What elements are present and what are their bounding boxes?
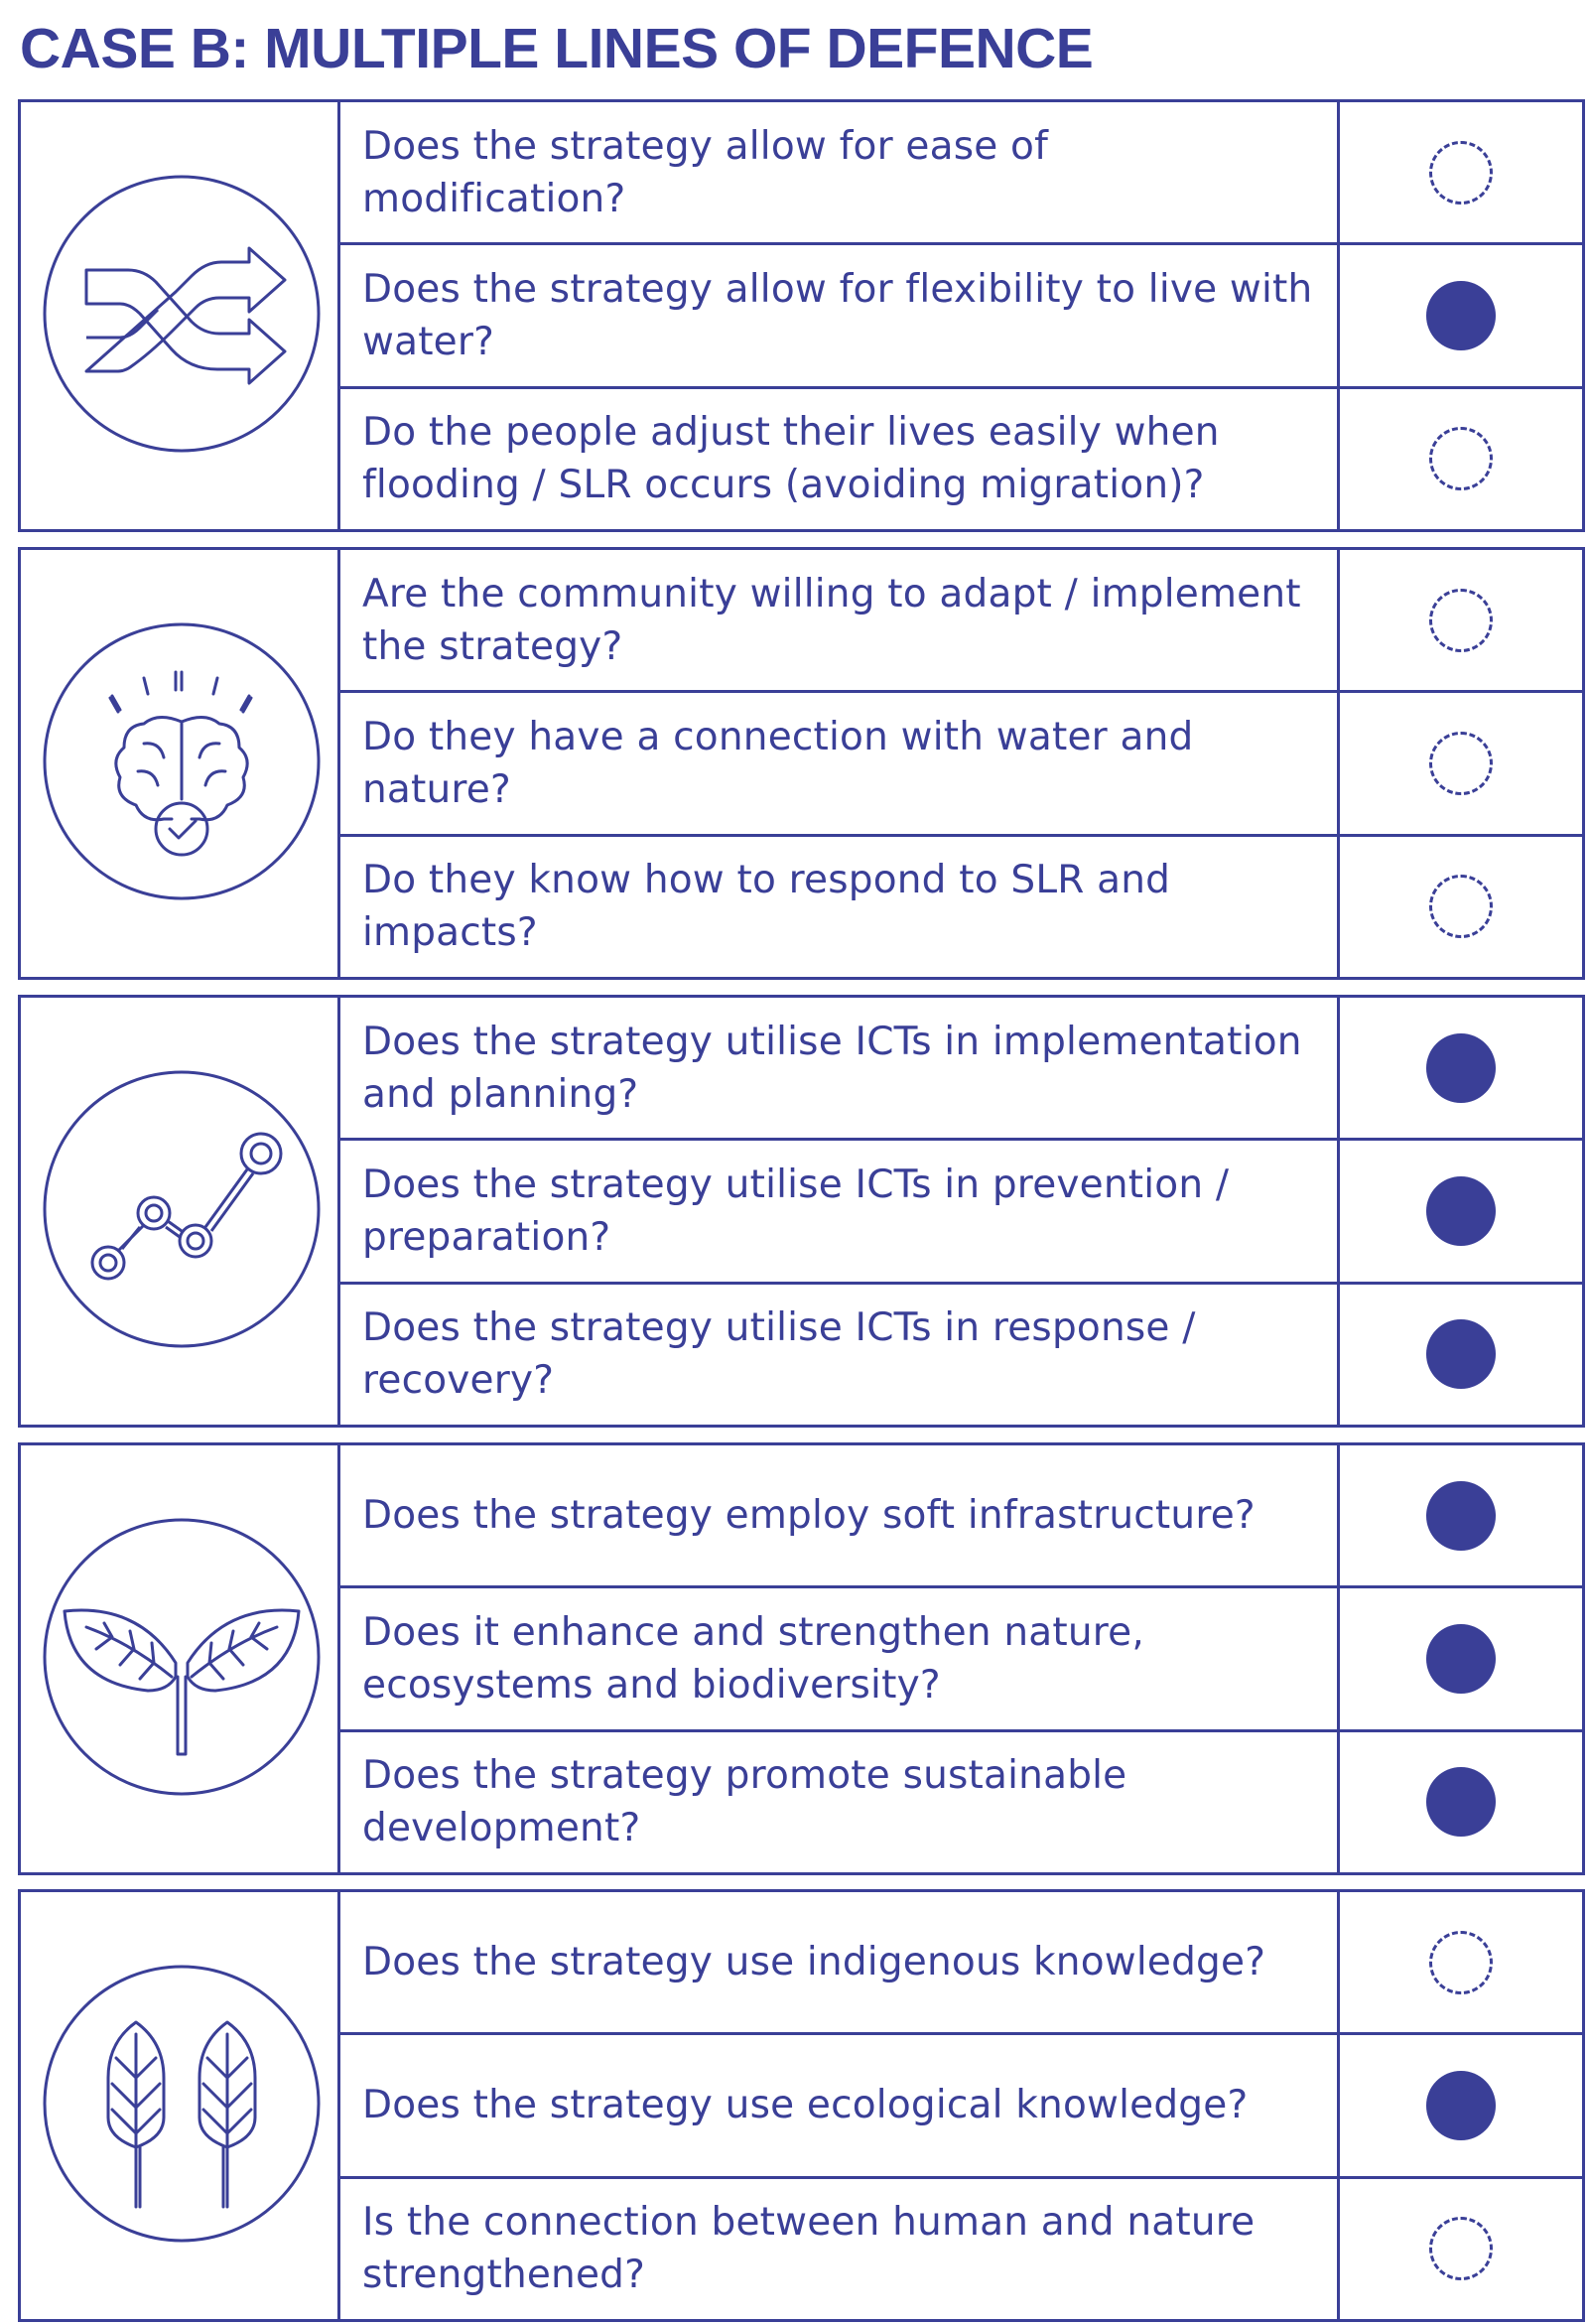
criteria-question: Do they have a connection with water and nature? (340, 693, 1340, 833)
criteria-row (340, 245, 1582, 388)
criteria-row (340, 693, 1582, 836)
status-indicator-empty (1340, 389, 1582, 529)
criteria-group-nature (18, 1442, 1585, 1875)
group-icon-cell (21, 550, 340, 977)
empty-circle-icon (1429, 2217, 1493, 2280)
criteria-row (340, 1285, 1582, 1425)
page-title: CASE B: MULTIPLE LINES OF DEFENCE (20, 17, 1094, 80)
status-indicator-filled (1340, 998, 1582, 1138)
empty-circle-icon (1429, 589, 1493, 652)
criteria-question: Is the connection between human and nature strengthened? (340, 2179, 1340, 2319)
status-indicator-empty (1340, 2179, 1582, 2319)
criteria-row (340, 550, 1582, 693)
criteria-row (340, 1141, 1582, 1284)
filled-circle-icon (1426, 2071, 1496, 2140)
criteria-row (340, 1445, 1582, 1588)
criteria-question: Do the people adjust their lives easily when flooding / SLR occurs (avoiding migration)? (340, 389, 1340, 529)
shuffle-arrows-icon (21, 173, 323, 459)
criteria-question: Does the strategy utilise ICTs in implementation and planning? (340, 998, 1340, 1138)
criteria-question: Does the strategy allow for ease of modification? (340, 102, 1340, 242)
criteria-row (340, 837, 1582, 977)
status-indicator-filled (1340, 1588, 1582, 1728)
criteria-question: Does the strategy utilise ICTs in response / recovery? (340, 1285, 1340, 1425)
status-indicator-empty (1340, 837, 1582, 977)
criteria-row (340, 1588, 1582, 1731)
status-indicator-empty (1340, 1892, 1582, 2032)
criteria-row (340, 389, 1582, 529)
status-indicator-empty (1340, 102, 1582, 242)
criteria-question: Does the strategy promote sustainable development? (340, 1732, 1340, 1872)
group-icon-cell (21, 998, 340, 1425)
status-indicator-filled (1340, 1732, 1582, 1872)
status-indicator-filled (1340, 245, 1582, 385)
group-icon-cell (21, 1892, 340, 2319)
empty-circle-icon (1429, 732, 1493, 795)
filled-circle-icon (1426, 1176, 1496, 1246)
brain-check-icon (21, 620, 323, 906)
criteria-row (340, 1892, 1582, 2035)
status-indicator-filled (1340, 2035, 1582, 2175)
criteria-question: Are the community willing to adapt / implement the strategy? (340, 550, 1340, 690)
filled-circle-icon (1426, 1319, 1496, 1389)
group-icon-cell (21, 1445, 340, 1872)
empty-circle-icon (1429, 1931, 1493, 1994)
wheat-ears-icon (21, 1963, 323, 2249)
criteria-group-knowledge (18, 1889, 1585, 2322)
filled-circle-icon (1426, 1624, 1496, 1694)
status-indicator-filled (1340, 1285, 1582, 1425)
criteria-row (340, 2179, 1582, 2319)
status-indicator-filled (1340, 1141, 1582, 1281)
criteria-question: Do they know how to respond to SLR and impacts? (340, 837, 1340, 977)
criteria-question: Does it enhance and strengthen nature, ecosystems and biodiversity? (340, 1588, 1340, 1728)
empty-circle-icon (1429, 141, 1493, 205)
sprout-leaves-icon (21, 1516, 323, 1802)
criteria-row (340, 998, 1582, 1141)
criteria-group-flexibility (18, 99, 1585, 532)
criteria-group-community (18, 547, 1585, 980)
criteria-question: Does the strategy use indigenous knowledge? (340, 1892, 1340, 2032)
filled-circle-icon (1426, 1481, 1496, 1551)
filled-circle-icon (1426, 1767, 1496, 1837)
status-indicator-filled (1340, 1445, 1582, 1585)
connected-nodes-icon (21, 1068, 323, 1354)
criteria-question: Does the strategy use ecological knowledge? (340, 2035, 1340, 2175)
criteria-question: Does the strategy allow for flexibility to live with water? (340, 245, 1340, 385)
status-indicator-empty (1340, 550, 1582, 690)
criteria-row (340, 1732, 1582, 1872)
criteria-row (340, 102, 1582, 245)
empty-circle-icon (1429, 427, 1493, 490)
criteria-group-ict (18, 995, 1585, 1428)
criteria-question: Does the strategy employ soft infrastructure? (340, 1445, 1340, 1585)
empty-circle-icon (1429, 875, 1493, 938)
criteria-row (340, 2035, 1582, 2178)
status-indicator-empty (1340, 693, 1582, 833)
filled-circle-icon (1426, 1033, 1496, 1103)
filled-circle-icon (1426, 281, 1496, 350)
group-icon-cell (21, 102, 340, 529)
criteria-question: Does the strategy utilise ICTs in prevention / preparation? (340, 1141, 1340, 1281)
